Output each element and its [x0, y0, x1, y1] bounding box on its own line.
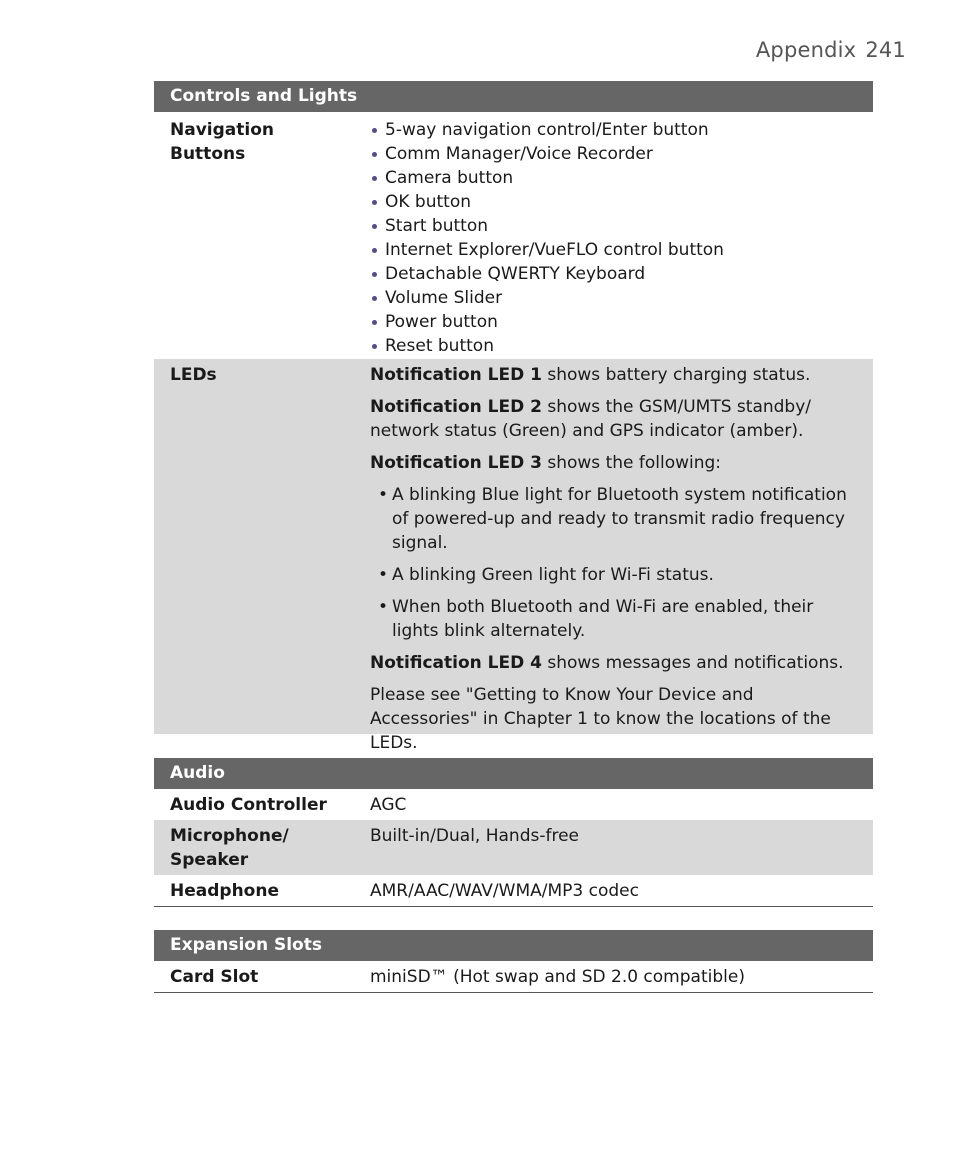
row-label: Headphone: [170, 881, 279, 901]
list-item: Detachable QWERTY Keyboard: [370, 262, 857, 286]
table-row: [154, 875, 873, 907]
controls-table: [154, 81, 873, 753]
list-item: Internet Explorer/VueFLO control button: [370, 238, 857, 262]
navigation-value: [354, 118, 873, 359]
row-value: Built-in/Dual, Hands-free: [370, 826, 579, 846]
row-navigation-buttons: [154, 112, 873, 359]
section-header-controls: Controls and Lights: [154, 81, 873, 112]
led2-text: Notification LED 2 shows the GSM/UMTS standby/ network status (Green) and GPS indicator (amber).: [370, 397, 812, 441]
row-value: miniSD™ (Hot swap and SD 2.0 compatible): [370, 967, 745, 987]
row-value: AGC: [370, 795, 407, 815]
list-item: Start button: [370, 214, 857, 238]
led3-list: [370, 483, 857, 643]
row-label: Audio Controller: [170, 795, 327, 815]
page-number: 241: [865, 38, 906, 62]
list-item: OK button: [370, 190, 857, 214]
list-item: 5-way navigation control/Enter button: [370, 118, 857, 142]
led4-text: Notification LED 4 shows messages and notifications.: [370, 653, 844, 673]
table-row: [154, 820, 873, 875]
list-item: • A blinking Blue light for Bluetooth system notification of powered-up and ready to transmit radio frequency signal.: [378, 483, 857, 555]
leds-value: [370, 363, 873, 753]
row-leds: [154, 359, 873, 753]
expansion-table: [154, 930, 873, 993]
header-section: Appendix: [755, 38, 857, 62]
section-header-audio: Audio: [154, 758, 873, 789]
list-item: • When both Bluetooth and Wi-Fi are enabled, their lights blink alternately.: [378, 595, 857, 643]
section-header-expansion: Expansion Slots: [154, 930, 873, 961]
table-row: [154, 961, 873, 993]
row-value: AMR/AAC/WAV/WMA/MP3 codec: [370, 881, 639, 901]
page-header: [756, 38, 906, 62]
led-note: Please see "Getting to Know Your Device and Accessories" in Chapter 1 to know the locations of the LEDs.: [370, 685, 831, 753]
navigation-list: [370, 118, 857, 358]
list-item: Volume Slider: [370, 286, 857, 310]
list-item: Power button: [370, 310, 857, 334]
list-item: Comm Manager/Voice Recorder: [370, 142, 857, 166]
list-item: Camera button: [370, 166, 857, 190]
list-item: • A blinking Green light for Wi-Fi status.: [378, 563, 857, 587]
list-item: Reset button: [370, 334, 857, 358]
table-row: [154, 789, 873, 820]
leds-label: LEDs: [170, 365, 217, 385]
led3-text: Notification LED 3 shows the following:: [370, 453, 722, 473]
led1-text: Notification LED 1 shows battery charging status.: [370, 365, 811, 385]
navigation-label: Navigation Buttons: [170, 120, 274, 164]
audio-table: [154, 758, 873, 907]
row-label: Card Slot: [170, 967, 259, 987]
row-label: Microphone/ Speaker: [170, 826, 289, 870]
